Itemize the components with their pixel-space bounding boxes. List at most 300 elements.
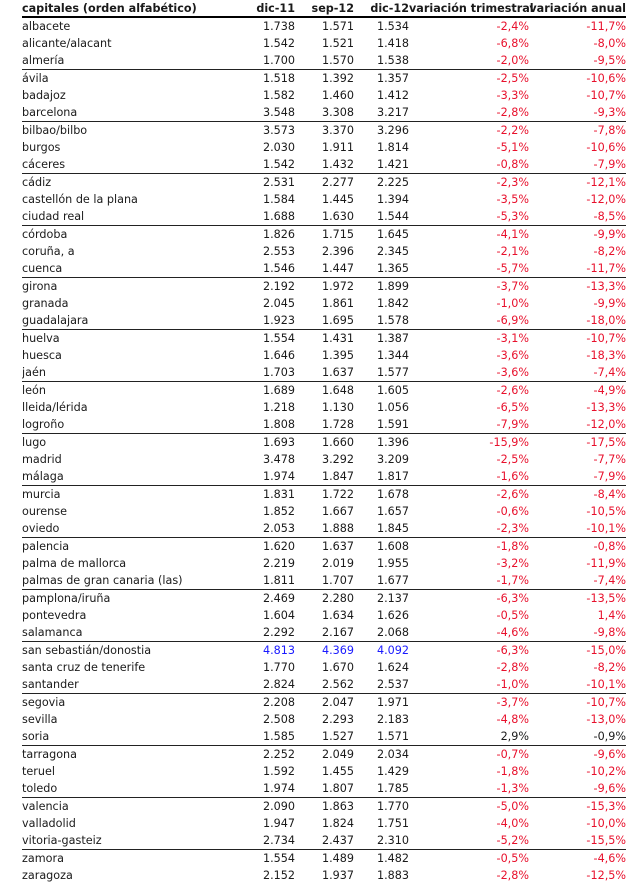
value-dic-12: 2.183 (376, 713, 409, 726)
value-dic-12: 1.817 (354, 468, 409, 486)
capital-name: guadalajara (22, 312, 232, 330)
variacion-trimestral: -2,6% (496, 488, 529, 501)
variacion-anual: -9,3% (529, 104, 626, 122)
capital-name: santa cruz de tenerife (22, 661, 146, 674)
value-sep-12: 1.888 (295, 520, 354, 538)
capital-name: zamora (22, 852, 64, 865)
value-dic-12: 1.971 (376, 696, 409, 709)
table-row (22, 243, 626, 260)
value-dic-12: 1.608 (376, 540, 409, 553)
variacion-trimestral: -4,8% (496, 713, 529, 726)
table-row (22, 364, 626, 382)
value-dic-11: 1.592 (262, 765, 295, 778)
capital-name: teruel (22, 765, 55, 778)
header-dic-11: dic-11 (232, 1, 295, 17)
variacion-trimestral: -4,1% (496, 228, 529, 241)
value-dic-12: 1.883 (376, 869, 409, 882)
capital-name: vitoria-gasteiz (22, 832, 232, 850)
value-dic-12: 1.626 (376, 609, 409, 622)
value-sep-12: 1.667 (321, 505, 354, 518)
table-row (22, 399, 626, 416)
table-row (22, 780, 626, 798)
variacion-anual: -9,9% (593, 297, 626, 310)
value-dic-11: 2.192 (262, 280, 295, 293)
header-sep-12: sep-12 (295, 1, 354, 17)
variacion-trimestral: -6,3% (496, 644, 529, 657)
variacion-trimestral: -3,6% (409, 364, 529, 382)
value-sep-12: 1.728 (295, 416, 354, 434)
value-dic-11: 1.974 (232, 780, 295, 798)
table-row (22, 139, 626, 156)
table-row (22, 676, 626, 694)
capital-name: huelva (22, 332, 60, 345)
table-row (22, 52, 626, 70)
variacion-anual: -15,5% (529, 832, 626, 850)
capital-name: tarragona (22, 748, 77, 761)
capital-name: jaén (22, 364, 232, 382)
variacion-trimestral: -0,5% (496, 852, 529, 865)
value-sep-12: 3.292 (321, 453, 354, 466)
variacion-trimestral: -5,1% (496, 141, 529, 154)
value-dic-12: 1.751 (376, 817, 409, 830)
capital-name: coruña, a (22, 245, 75, 258)
variacion-anual: -18,0% (529, 312, 626, 330)
variacion-trimestral: -7,9% (409, 416, 529, 434)
value-dic-11: 1.584 (262, 193, 295, 206)
value-dic-11: 1.620 (262, 540, 295, 553)
value-dic-12: 1.357 (376, 72, 409, 85)
variacion-anual: -13,3% (586, 401, 626, 414)
value-dic-11: 3.548 (232, 104, 295, 122)
variacion-anual: 1,4% (597, 609, 626, 622)
variacion-trimestral: -3,7% (496, 280, 529, 293)
value-sep-12: 2.277 (321, 176, 354, 189)
capital-name: palencia (22, 540, 70, 553)
value-dic-11: 2.030 (262, 141, 295, 154)
variacion-trimestral: -15,9% (489, 436, 529, 449)
value-sep-12: 1.670 (321, 661, 354, 674)
value-dic-11: 3.573 (262, 124, 295, 137)
capital-name: san sebastián/donostia (22, 644, 152, 657)
value-dic-11: 1.542 (232, 156, 295, 174)
capital-name: valladolid (22, 817, 76, 830)
capital-name: cádiz (22, 176, 52, 189)
value-dic-12: 1.412 (376, 89, 409, 102)
value-dic-11: 1.923 (232, 312, 295, 330)
capital-name: palma de mallorca (22, 557, 127, 570)
variacion-trimestral: -1,0% (409, 676, 529, 694)
variacion-anual: -4,9% (593, 384, 626, 397)
value-sep-12: 1.847 (295, 468, 354, 486)
variacion-anual: -9,8% (529, 624, 626, 642)
variacion-anual: -7,8% (593, 124, 626, 137)
capital-name: burgos (22, 141, 61, 154)
value-sep-12: 1.630 (295, 208, 354, 226)
table-row (22, 486, 626, 504)
value-dic-12: 1.578 (354, 312, 409, 330)
value-dic-11: 1.738 (262, 20, 295, 33)
capital-name: cuenca (22, 260, 232, 278)
table-row (22, 35, 626, 52)
table-row (22, 746, 626, 764)
variacion-anual: -11,7% (529, 260, 626, 278)
table-row (22, 174, 626, 192)
value-sep-12: 1.395 (321, 349, 354, 362)
variacion-trimestral: -2,3% (496, 176, 529, 189)
value-sep-12: 1.455 (321, 765, 354, 778)
value-dic-12: 1.899 (376, 280, 409, 293)
capital-name: santander (22, 676, 232, 694)
value-dic-11: 1.808 (232, 416, 295, 434)
value-dic-12: 1.538 (354, 52, 409, 70)
table-row (22, 538, 626, 556)
value-dic-12: 1.365 (354, 260, 409, 278)
variacion-trimestral: -6,8% (496, 37, 529, 50)
variacion-anual: -10,0% (586, 817, 626, 830)
header-variacion-anual: variación anual (529, 1, 626, 17)
variacion-trimestral: 2,9% (409, 728, 529, 746)
variacion-anual: -7,4% (529, 572, 626, 590)
value-dic-12: 1.678 (376, 488, 409, 501)
table-row (22, 208, 626, 226)
value-dic-11: 1.604 (262, 609, 295, 622)
value-dic-11: 1.947 (262, 817, 295, 830)
value-dic-11: 2.045 (262, 297, 295, 310)
value-sep-12: 2.396 (321, 245, 354, 258)
value-dic-11: 3.478 (262, 453, 295, 466)
table-row (22, 382, 626, 400)
variacion-anual: -10,1% (529, 520, 626, 538)
value-dic-12: 2.537 (354, 676, 409, 694)
value-sep-12: 1.937 (321, 869, 354, 882)
variacion-anual: -12,0% (586, 193, 626, 206)
variacion-anual: -7,9% (529, 156, 626, 174)
value-dic-12: 1.577 (354, 364, 409, 382)
table-row (22, 694, 626, 712)
variacion-trimestral: -6,3% (496, 592, 529, 605)
capital-name: granada (22, 297, 69, 310)
variacion-anual: -10,7% (586, 89, 626, 102)
header-row (22, 1, 626, 17)
capital-name: zaragoza (22, 869, 73, 882)
table-row (22, 87, 626, 104)
variacion-trimestral: -2,4% (496, 20, 529, 33)
value-dic-11: 1.693 (262, 436, 295, 449)
value-dic-12: 2.310 (354, 832, 409, 850)
value-sep-12: 1.637 (321, 540, 354, 553)
value-sep-12: 1.570 (295, 52, 354, 70)
capital-name: logroño (22, 416, 232, 434)
variacion-anual: -7,9% (529, 468, 626, 486)
table-row (22, 798, 626, 816)
capital-name: bilbao/bilbo (22, 124, 88, 137)
variacion-anual: -8,2% (593, 245, 626, 258)
value-dic-12: 1.785 (354, 780, 409, 798)
value-dic-12: 1.955 (376, 557, 409, 570)
variacion-trimestral: -2,8% (409, 104, 529, 122)
table-row (22, 451, 626, 468)
value-dic-11: 2.508 (262, 713, 295, 726)
variacion-anual: -10,7% (586, 332, 626, 345)
capital-name: palmas de gran canaria (las) (22, 572, 232, 590)
variacion-anual: -9,5% (529, 52, 626, 70)
table-row (22, 191, 626, 208)
value-dic-11: 1.546 (232, 260, 295, 278)
value-dic-11: 1.554 (262, 852, 295, 865)
value-dic-11: 1.542 (262, 37, 295, 50)
table-row (22, 815, 626, 832)
value-dic-12: 1.605 (376, 384, 409, 397)
variacion-trimestral: -2,2% (496, 124, 529, 137)
variacion-trimestral: -1,8% (496, 765, 529, 778)
value-sep-12: 1.715 (321, 228, 354, 241)
table-row (22, 70, 626, 88)
value-sep-12: 1.972 (321, 280, 354, 293)
table-row (22, 659, 626, 676)
value-sep-12: 1.824 (321, 817, 354, 830)
value-dic-12: 1.845 (354, 520, 409, 538)
value-sep-12: 1.911 (321, 141, 354, 154)
capital-name: salamanca (22, 624, 232, 642)
value-dic-11: 2.152 (262, 869, 295, 882)
capital-name: málaga (22, 468, 232, 486)
variacion-anual: -12,1% (586, 176, 626, 189)
value-sep-12: 1.637 (295, 364, 354, 382)
variacion-anual: -11,7% (586, 20, 626, 33)
value-dic-11: 2.469 (262, 592, 295, 605)
capital-name: albacete (22, 20, 71, 33)
variacion-anual: -10,5% (586, 505, 626, 518)
value-dic-11: 1.826 (262, 228, 295, 241)
table-row (22, 17, 626, 35)
value-dic-12: 2.068 (354, 624, 409, 642)
value-sep-12: 2.019 (321, 557, 354, 570)
variacion-anual: -4,6% (593, 852, 626, 865)
variacion-trimestral: -0,7% (496, 748, 529, 761)
variacion-anual: -10,7% (586, 696, 626, 709)
table-row (22, 867, 626, 884)
variacion-anual: -8,4% (593, 488, 626, 501)
value-sep-12: 1.489 (321, 852, 354, 865)
capital-name: almería (22, 52, 232, 70)
value-dic-11: 1.688 (232, 208, 295, 226)
value-sep-12: 1.521 (321, 37, 354, 50)
value-dic-11: 1.811 (232, 572, 295, 590)
value-dic-11: 1.518 (262, 72, 295, 85)
variacion-anual: -10,6% (586, 141, 626, 154)
variacion-anual: -7,7% (593, 453, 626, 466)
variacion-anual: -18,3% (586, 349, 626, 362)
value-dic-11: 2.824 (232, 676, 295, 694)
capital-name: ourense (22, 505, 67, 518)
capital-name: pamplona/iruña (22, 592, 111, 605)
variacion-trimestral: -5,0% (496, 800, 529, 813)
value-dic-12: 1.429 (376, 765, 409, 778)
variacion-trimestral: -2,3% (409, 520, 529, 538)
table-row (22, 312, 626, 330)
table-row (22, 555, 626, 572)
value-dic-12: 1.842 (376, 297, 409, 310)
table-row (22, 590, 626, 608)
variacion-anual: -10,2% (586, 765, 626, 778)
value-sep-12: 1.648 (321, 384, 354, 397)
value-sep-12: 1.392 (321, 72, 354, 85)
variacion-trimestral: -3,3% (496, 89, 529, 102)
value-dic-11: 1.689 (262, 384, 295, 397)
capital-name: barcelona (22, 104, 232, 122)
variacion-trimestral: -1,3% (409, 780, 529, 798)
value-dic-11: 1.770 (262, 661, 295, 674)
table-row (22, 330, 626, 348)
capital-name: pontevedra (22, 609, 87, 622)
variacion-anual: -9,9% (593, 228, 626, 241)
value-sep-12: 1.571 (321, 20, 354, 33)
variacion-anual: -12,5% (586, 869, 626, 882)
value-sep-12: 1.460 (321, 89, 354, 102)
value-dic-12: 1.418 (376, 37, 409, 50)
variacion-trimestral: -3,2% (496, 557, 529, 570)
value-dic-11: 1.585 (232, 728, 295, 746)
header-capitales: capitales (orden alfabético) (22, 1, 232, 17)
value-dic-11: 2.531 (262, 176, 295, 189)
variacion-trimestral: -2,0% (409, 52, 529, 70)
variacion-trimestral: -3,7% (496, 696, 529, 709)
value-sep-12: 1.634 (321, 609, 354, 622)
value-sep-12: 1.722 (321, 488, 354, 501)
value-dic-12: 1.421 (354, 156, 409, 174)
value-dic-11: 1.554 (262, 332, 295, 345)
variacion-anual: -9,6% (529, 780, 626, 798)
value-sep-12: 3.308 (295, 104, 354, 122)
value-sep-12: 1.445 (321, 193, 354, 206)
variacion-trimestral: -1,7% (409, 572, 529, 590)
variacion-anual: -13,3% (586, 280, 626, 293)
value-dic-12: 1.657 (376, 505, 409, 518)
capital-name: castellón de la plana (22, 193, 138, 206)
value-dic-12: 1.056 (376, 401, 409, 414)
value-sep-12: 2.562 (295, 676, 354, 694)
value-sep-12: 4.369 (321, 644, 354, 657)
variacion-trimestral: -6,9% (409, 312, 529, 330)
table-row (22, 850, 626, 868)
value-sep-12: 1.807 (295, 780, 354, 798)
variacion-anual: -10,6% (586, 72, 626, 85)
table-row (22, 711, 626, 728)
variacion-trimestral: -2,5% (496, 453, 529, 466)
capital-name: león (22, 384, 46, 397)
value-dic-12: 1.591 (354, 416, 409, 434)
variacion-anual: -8,2% (593, 661, 626, 674)
variacion-trimestral: -3,6% (496, 349, 529, 362)
value-dic-12: 1.770 (376, 800, 409, 813)
table-row (22, 434, 626, 452)
value-sep-12: 2.437 (295, 832, 354, 850)
value-sep-12: 2.167 (295, 624, 354, 642)
value-dic-11: 2.292 (232, 624, 295, 642)
value-dic-12: 1.482 (376, 852, 409, 865)
variacion-trimestral: -2,8% (496, 869, 529, 882)
value-sep-12: 1.431 (321, 332, 354, 345)
variacion-anual: -13,5% (586, 592, 626, 605)
value-dic-11: 1.700 (232, 52, 295, 70)
value-dic-11: 2.553 (262, 245, 295, 258)
table-row (22, 624, 626, 642)
variacion-trimestral: -2,6% (496, 384, 529, 397)
variacion-anual: -7,4% (529, 364, 626, 382)
table-row (22, 122, 626, 140)
value-sep-12: 2.293 (321, 713, 354, 726)
value-dic-11: 1.831 (262, 488, 295, 501)
table-row (22, 763, 626, 780)
value-dic-11: 2.208 (262, 696, 295, 709)
variacion-trimestral: -1,6% (409, 468, 529, 486)
value-dic-11: 2.219 (262, 557, 295, 570)
table-row (22, 226, 626, 244)
capital-name: badajoz (22, 89, 66, 102)
value-dic-12: 3.296 (376, 124, 409, 137)
value-sep-12: 1.861 (321, 297, 354, 310)
variacion-anual: -0,9% (529, 728, 626, 746)
value-dic-12: 1.814 (376, 141, 409, 154)
value-dic-11: 2.053 (232, 520, 295, 538)
variacion-trimestral: -5,7% (409, 260, 529, 278)
table-row (22, 260, 626, 278)
value-dic-12: 1.544 (354, 208, 409, 226)
table-row (22, 347, 626, 364)
capitals-price-table (22, 1, 626, 884)
table-row (22, 607, 626, 624)
value-sep-12: 2.049 (321, 748, 354, 761)
value-sep-12: 1.432 (295, 156, 354, 174)
capital-name: huesca (22, 349, 62, 362)
table-row (22, 295, 626, 312)
value-dic-12: 1.344 (376, 349, 409, 362)
table-row (22, 503, 626, 520)
value-dic-12: 1.534 (376, 20, 409, 33)
table-row (22, 416, 626, 434)
variacion-trimestral: -0,8% (409, 156, 529, 174)
value-dic-11: 4.813 (262, 644, 295, 657)
value-dic-12: 1.645 (376, 228, 409, 241)
value-sep-12: 1.527 (295, 728, 354, 746)
value-dic-12: 1.387 (376, 332, 409, 345)
value-sep-12: 1.695 (295, 312, 354, 330)
table-body (22, 17, 626, 884)
capital-name: toledo (22, 780, 232, 798)
value-dic-11: 1.703 (232, 364, 295, 382)
value-dic-12: 1.396 (376, 436, 409, 449)
capital-name: madrid (22, 453, 62, 466)
variacion-trimestral: -1,0% (496, 297, 529, 310)
table-row (22, 468, 626, 486)
variacion-anual: -9,6% (593, 748, 626, 761)
capital-name: ciudad real (22, 208, 232, 226)
variacion-trimestral: -2,1% (496, 245, 529, 258)
value-dic-12: 2.137 (376, 592, 409, 605)
value-dic-11: 1.974 (232, 468, 295, 486)
capital-name: oviedo (22, 520, 232, 538)
value-sep-12: 3.370 (321, 124, 354, 137)
value-dic-11: 1.646 (262, 349, 295, 362)
capital-name: sevilla (22, 713, 58, 726)
capital-name: ávila (22, 72, 49, 85)
capital-name: lugo (22, 436, 47, 449)
value-dic-11: 1.582 (262, 89, 295, 102)
capital-name: murcia (22, 488, 61, 501)
table-row (22, 104, 626, 122)
capital-name: alicante/alacant (22, 37, 112, 50)
variacion-trimestral: -0,5% (496, 609, 529, 622)
